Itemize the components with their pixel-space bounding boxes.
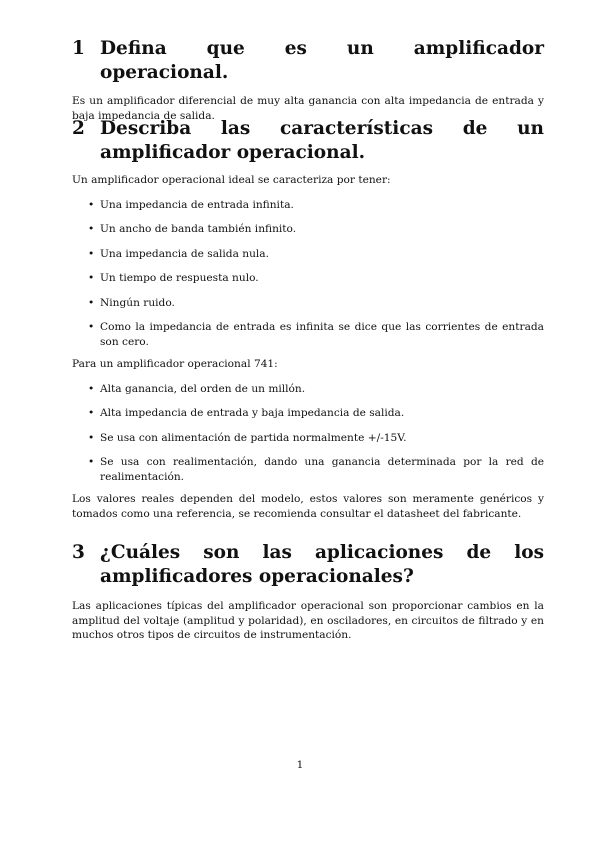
list-item: • Una impedancia de entrada infinita.	[88, 198, 294, 211]
bullet-icon: •	[88, 247, 95, 260]
section-2-intro-741: Para un amplificador operacional 741:	[72, 358, 278, 370]
section-3-number: 3	[72, 542, 85, 563]
section-2-intro: Un amplificador operacional ideal se caracteriza por tener:	[72, 174, 391, 186]
section-3-title: ¿Cuáles son las aplicaciones de los amplificadores operacionales?	[100, 542, 544, 587]
bullet-icon: •	[88, 321, 95, 333]
list-item: • Alta ganancia, del orden de un millón.	[88, 382, 306, 395]
list-item: • Ningún ruido.	[88, 296, 175, 309]
section-1-heading	[72, 37, 544, 85]
bullet-icon: •	[88, 272, 95, 284]
list-item: • Un ancho de banda también infinito.	[88, 223, 297, 235]
section-2-number: 2	[72, 118, 85, 139]
page-number: 1	[296, 759, 304, 771]
bullet-icon: •	[88, 198, 95, 211]
list-item: • Como la impedancia de entrada es infinita se dice que las corrientes de entrada son cero.	[88, 321, 544, 348]
list-item: • Se usa con alimentación de partida normalmente +/-15V.	[88, 431, 407, 444]
section-3-heading	[72, 541, 544, 589]
list-item: • Alta impedancia de entrada y baja impedancia de salida.	[88, 407, 405, 419]
section-2-heading	[72, 117, 544, 165]
ideal-characteristics-list	[72, 198, 544, 350]
bullet-icon: •	[88, 296, 95, 309]
bullet-icon: •	[88, 407, 95, 419]
section-2	[72, 117, 544, 521]
section-2-closing: Los valores reales dependen del modelo, estos valores son meramente genéricos y tomados como una referencia, se recomienda consultar el datasheet del fabricante.	[72, 493, 544, 520]
bullet-icon: •	[88, 382, 95, 395]
bullet-icon: •	[88, 456, 95, 468]
list-item: • Se usa con realimentación, dando una ganancia determinada por la red de realimentación.	[88, 456, 544, 483]
section-1-title: Defina que es un amplificador operacional.	[100, 38, 544, 83]
bullet-icon: •	[88, 431, 95, 444]
section-3	[72, 541, 544, 643]
section-1	[72, 37, 544, 123]
section-1-paragraph: Es un amplificador diferencial de muy alta ganancia con alta impedancia de entrada y baja impedancia de salida.	[72, 95, 544, 122]
section-2-title: Describa las características de un amplificador operacional.	[100, 118, 544, 163]
list-item: • Una impedancia de salida nula.	[88, 247, 269, 260]
section-3-paragraph: Las aplicaciones típicas del amplificador operacional son proporcionar cambios en la amplitud del voltaje (amplitud y polaridad), en osciladores, en circuitos de filtrado y en muchos otros tipos de circuitos de instrumentación.	[72, 600, 544, 641]
bullet-icon: •	[88, 223, 95, 235]
section-1-number: 1	[72, 38, 85, 59]
op-amp-741-list	[72, 382, 544, 485]
list-item: • Un tiempo de respuesta nulo.	[88, 272, 259, 284]
